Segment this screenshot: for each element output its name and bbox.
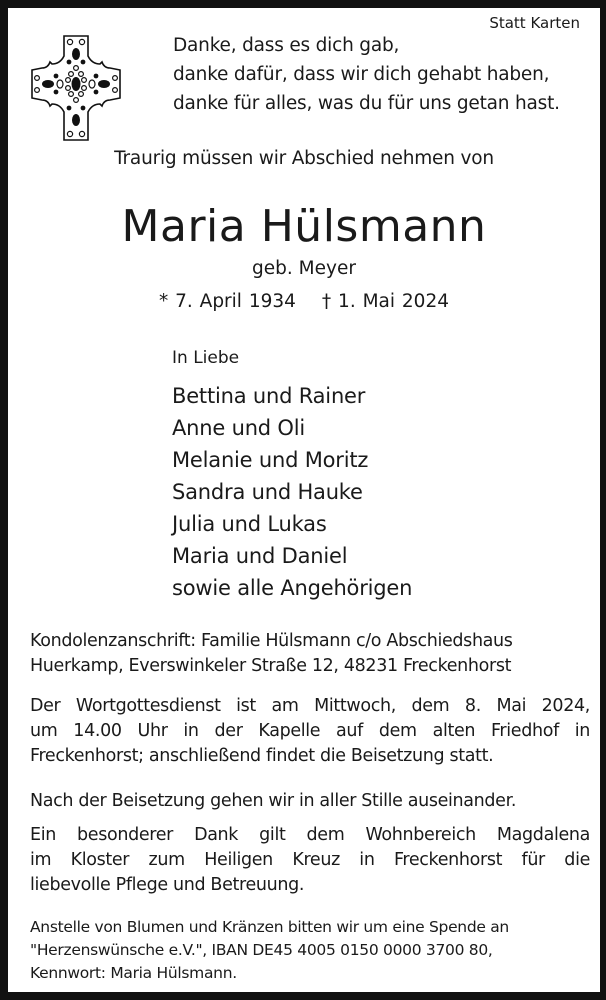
- text-line: "Herzenswünsche e.V.", IBAN DE45 4005 0150 0000 3700 80,: [30, 941, 493, 959]
- text-line: Ein besonderer Dank gilt dem Wohnbereich Magdalena: [30, 825, 590, 845]
- poem: [173, 31, 560, 118]
- condolence-address: [30, 629, 590, 679]
- death-date: † 1. Mai 2024: [321, 291, 449, 312]
- mourners-list: [172, 380, 412, 604]
- text-line: um 14.00 Uhr in der Kapelle auf dem alten Friedhof in: [30, 721, 590, 741]
- birth-date: * 7. April 1934: [159, 291, 296, 312]
- text-line: Der Wortgottesdienst ist am Mittwoch, dem 8. Mai 2024,: [30, 696, 590, 716]
- thanks-note: [30, 823, 590, 898]
- mourner: sowie alle Angehörigen: [172, 576, 413, 600]
- text-line: Kondolenzanschrift: Familie Hülsmann c/o Abschiedshaus: [30, 631, 513, 651]
- service-info: [30, 694, 590, 769]
- text-line: Huerkamp, Everswinkeler Straße 12, 48231 Freckenhorst: [30, 656, 512, 676]
- maiden-name: geb. Meyer: [252, 258, 356, 279]
- donation-note: [30, 916, 590, 985]
- life-dates: [8, 291, 600, 312]
- text-line: Nach der Beisetzung gehen wir in aller Stille auseinander.: [30, 791, 517, 811]
- mourner: Bettina und Rainer: [172, 384, 366, 408]
- in-liebe-label: In Liebe: [172, 348, 240, 368]
- text-line: Anstelle von Blumen und Kränzen bitten wir um eine Spende an: [30, 918, 509, 936]
- poem-line: danke dafür, dass wir dich gehabt haben,: [173, 64, 550, 85]
- poem-line: danke für alles, was du für uns getan hast.: [173, 93, 560, 114]
- jeweled-cross-icon: [26, 28, 126, 148]
- mourner: Sandra und Hauke: [172, 480, 363, 504]
- text-line: liebevolle Pflege und Betreuung.: [30, 875, 305, 895]
- mourner: Melanie und Moritz: [172, 448, 369, 472]
- mourner: Anne und Oli: [172, 416, 306, 440]
- text-line: im Kloster zum Heiligen Kreuz in Freckenhorst für die: [30, 850, 590, 870]
- statt-karten-label: Statt Karten: [489, 14, 580, 32]
- after-burial-note: [30, 789, 590, 814]
- intro-text: Traurig müssen wir Abschied nehmen von: [114, 148, 494, 169]
- mourner: Julia und Lukas: [172, 512, 327, 536]
- deceased-name: Maria Hülsmann: [121, 201, 487, 252]
- text-line: Kennwort: Maria Hülsmann.: [30, 964, 237, 982]
- mourner: Maria und Daniel: [172, 544, 348, 568]
- text-line: Freckenhorst; anschließend findet die Beisetzung statt.: [30, 746, 494, 766]
- poem-line: Danke, dass es dich gab,: [173, 35, 400, 56]
